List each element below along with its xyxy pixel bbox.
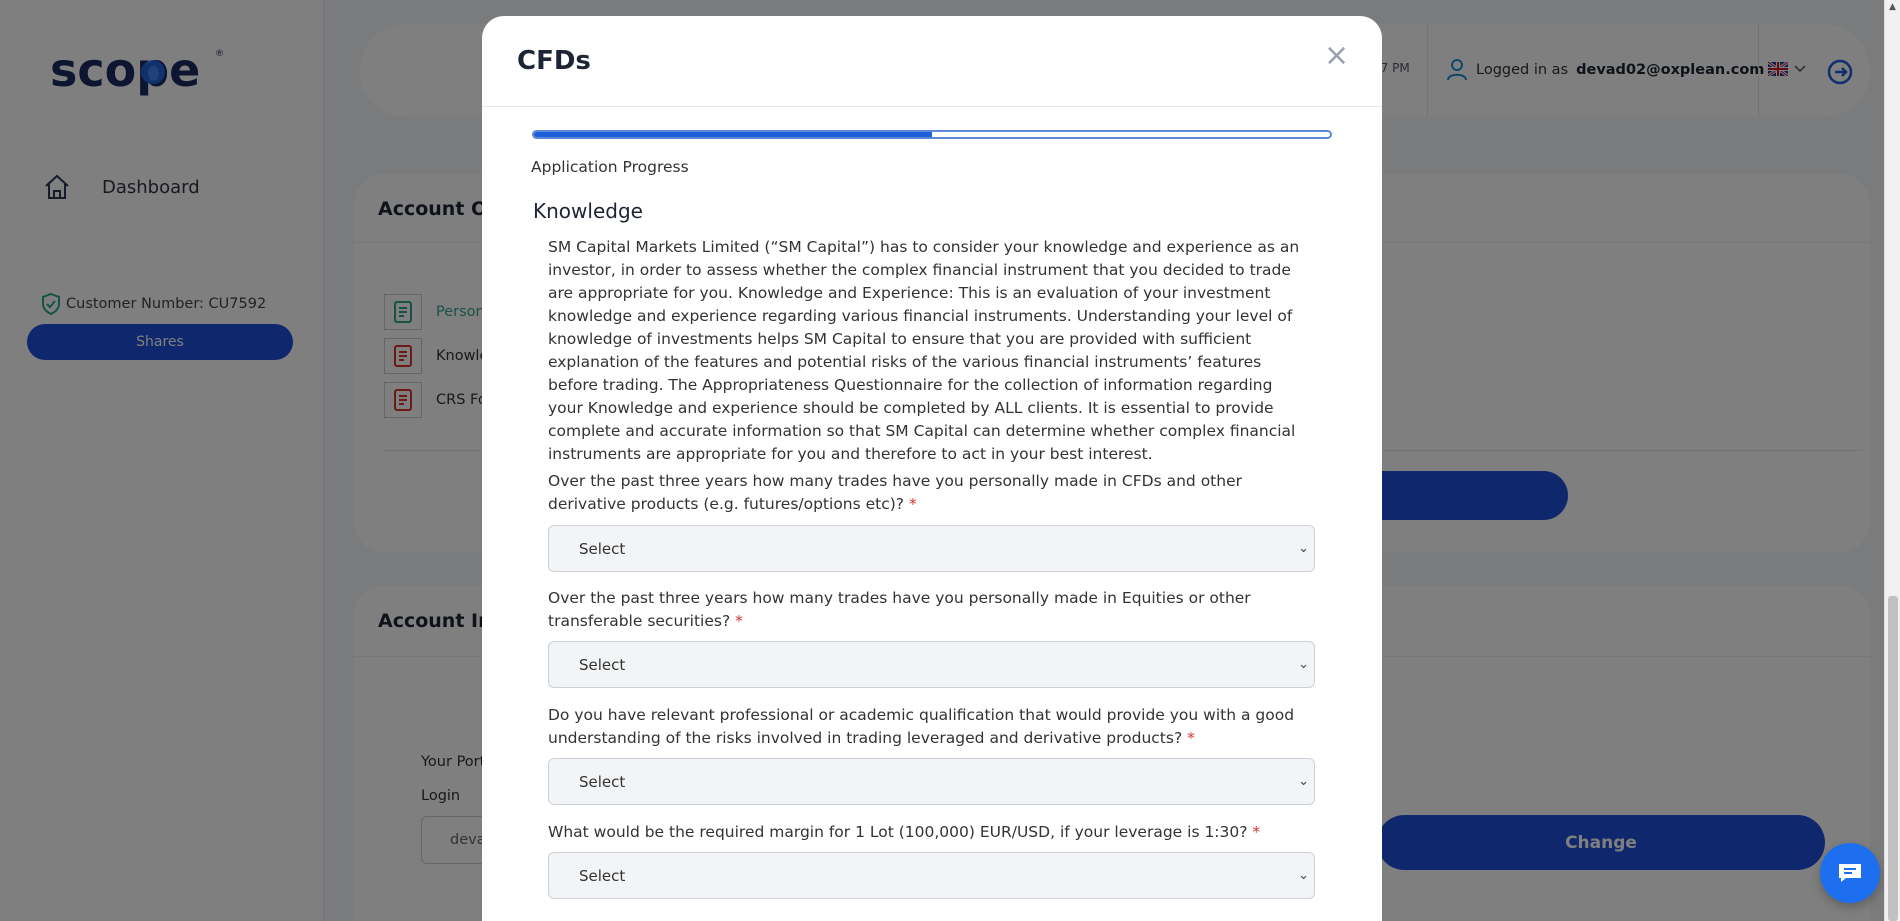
select-value: Select <box>579 867 626 885</box>
progress-fill <box>534 132 932 137</box>
close-icon[interactable]: × <box>1324 38 1350 73</box>
select-value: Select <box>579 540 626 558</box>
chevron-down-icon: ⌄ <box>1298 774 1309 789</box>
required-marker: * <box>908 495 917 513</box>
question-text: What would be the required margin for 1 Lot (100,000) EUR/USD, if your leverage is 1:30? <box>548 823 1248 841</box>
modal-title: CFDs <box>517 46 591 76</box>
cfds-modal <box>482 16 1382 921</box>
progress-label: Application Progress <box>531 158 689 176</box>
progress-bar <box>532 130 1332 139</box>
question-text: Over the past three years how many trades have you personally made in CFDs and other derivative products (e.g. futures/options etc)? <box>548 472 1242 513</box>
chevron-down-icon: ⌄ <box>1298 657 1309 672</box>
select-value: Select <box>579 656 626 674</box>
chat-button[interactable] <box>1820 843 1880 903</box>
chat-icon <box>1836 861 1864 885</box>
question-label <box>548 704 1308 750</box>
chevron-down-icon: ⌄ <box>1298 541 1309 556</box>
chevron-down-icon: ⌄ <box>1298 868 1309 883</box>
required-marker: * <box>735 612 743 630</box>
scroll-up-icon[interactable]: ▲ <box>1889 2 1896 12</box>
scrollbar-thumb[interactable] <box>1888 596 1898 921</box>
modal-header <box>482 16 1382 107</box>
required-marker: * <box>1252 823 1261 841</box>
question-label <box>548 821 1308 844</box>
question-label <box>548 587 1308 633</box>
required-marker: * <box>1187 729 1195 747</box>
question-select[interactable] <box>548 852 1315 899</box>
question-select[interactable] <box>548 641 1315 688</box>
page-scrollbar[interactable] <box>1884 0 1900 921</box>
question-text: Do you have relevant professional or academic qualification that would provide you with a good understanding of the risks involved in trading leveraged and derivative products? <box>548 706 1295 747</box>
section-title: Knowledge <box>533 199 643 223</box>
question-label <box>548 470 1308 516</box>
question-select[interactable] <box>548 525 1315 572</box>
question-text: Over the past three years how many trades have you personally made in Equities or other transferable securities? <box>548 589 1251 630</box>
select-value: Select <box>579 773 626 791</box>
intro-text: SM Capital Markets Limited (“SM Capital”) has to consider your knowledge and experience as an investor, in order to assess whether the complex financial instrument that you decided to trade are appropriate for you. Knowledge and Experience: This is an evaluation of your investment knowledge and experience regarding various financial instruments. Understanding your level of knowledge of investments helps SM Capital to ensure that you are provided with sufficient explanation of the features and potential risks of the various financial instruments’ features before trading. The Appropriateness Questionnaire for the collection of information regarding your Knowledge and experience should be completed by ALL clients. It is essential to provide complete and accurate information so that SM Capital can determine whether complex financial instruments are appropriate for you and therefore to act in your best interest. <box>548 238 1300 463</box>
question-select[interactable] <box>548 758 1315 805</box>
